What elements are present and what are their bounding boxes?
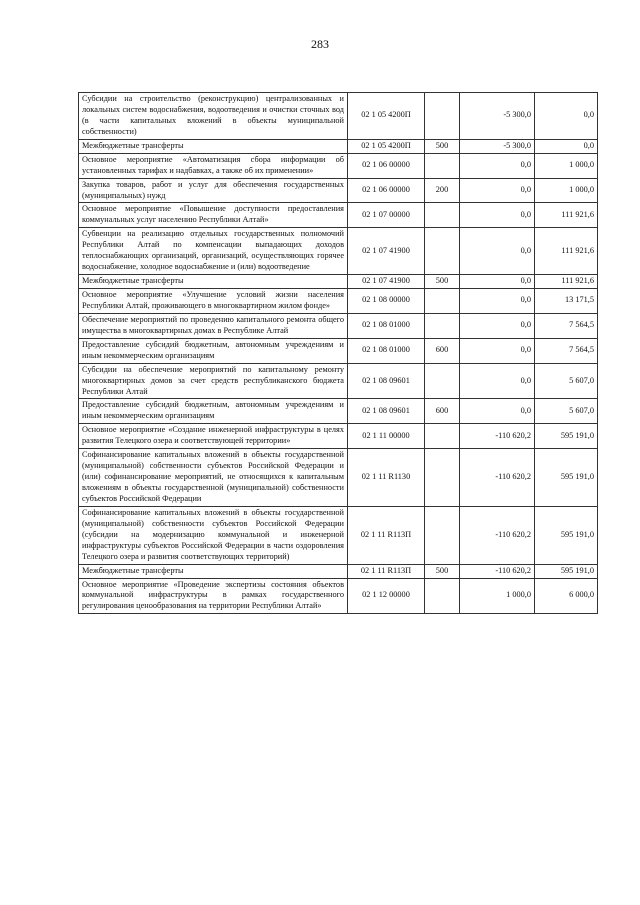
page-number: 283	[311, 37, 329, 51]
row-amount-1-cell: 0,0	[460, 289, 535, 314]
row-name-cell: Обеспечение мероприятий по проведению капитального ремонта общего имущества в многоквартирных домах в Республике Алтай	[79, 313, 348, 338]
row-code-cell: 02 1 11 R1130	[348, 449, 425, 507]
row-amount-1-cell: -110 620,2	[460, 449, 535, 507]
table-row	[79, 578, 598, 614]
row-amount-1-cell: -110 620,2	[460, 564, 535, 578]
row-expense-type-cell	[425, 289, 460, 314]
row-name-cell: Предоставление субсидий бюджетным, автономным учреждениям и иным некоммерческим организациям	[79, 399, 348, 424]
row-name-cell: Основное мероприятие «Проведение экспертизы состояния объектов коммунальной инфраструктуры в рамках государственного регулирования ценообразования на территории Республики Алтай»	[79, 578, 348, 614]
row-amount-2-cell: 6 000,0	[535, 578, 598, 614]
row-name-cell: Предоставление субсидий бюджетным, автономным учреждениям и иным некоммерческим организациям	[79, 338, 348, 363]
table-row	[79, 93, 598, 140]
row-expense-type-cell: 600	[425, 399, 460, 424]
row-name-cell: Основное мероприятие «Автоматизация сбора информации об установленных тарифах и надбавках, а также об их применении»	[79, 153, 348, 178]
table-row	[79, 313, 598, 338]
row-amount-2-cell: 5 607,0	[535, 399, 598, 424]
row-expense-type-cell	[425, 578, 460, 614]
row-name-cell: Софинансирование капитальных вложений в объекты государственной (муниципальной) собственности субъектов Российской Федерации и (или) софинансирование мероприятий, не относящихся к капитальным вложениям в объекты государственной (муниципальной) собственности субъектов Российской Федерации	[79, 449, 348, 507]
table-row	[79, 178, 598, 203]
row-code-cell: 02 1 07 41900	[348, 228, 425, 275]
row-amount-1-cell: 0,0	[460, 338, 535, 363]
row-expense-type-cell	[425, 363, 460, 399]
row-amount-2-cell: 595 191,0	[535, 424, 598, 449]
table-row	[79, 564, 598, 578]
row-code-cell: 02 1 07 00000	[348, 203, 425, 228]
row-name-cell: Основное мероприятие «Улучшение условий жизни населения Республики Алтай, проживающего в многоквартирном жилом фонде»	[79, 289, 348, 314]
row-amount-2-cell: 111 921,6	[535, 228, 598, 275]
table-row	[79, 338, 598, 363]
table-row	[79, 449, 598, 507]
row-code-cell: 02 1 12 00000	[348, 578, 425, 614]
table-row	[79, 139, 598, 153]
row-amount-2-cell: 13 171,5	[535, 289, 598, 314]
row-amount-1-cell: -110 620,2	[460, 424, 535, 449]
table-row	[79, 275, 598, 289]
row-name-cell: Субсидии на строительство (реконструкцию) централизованных и локальных систем водоснабжения, водоотведения и очистки сточных вод (в части капитальных вложений в объекты муниципальной собственности)	[79, 93, 348, 140]
budget-table-body	[79, 93, 598, 614]
row-code-cell: 02 1 08 01000	[348, 338, 425, 363]
row-amount-2-cell: 7 564,5	[535, 313, 598, 338]
row-amount-2-cell: 1 000,0	[535, 153, 598, 178]
row-code-cell: 02 1 11 00000	[348, 424, 425, 449]
row-amount-1-cell: 0,0	[460, 399, 535, 424]
table-row	[79, 203, 598, 228]
table-row	[79, 153, 598, 178]
row-expense-type-cell	[425, 228, 460, 275]
row-amount-2-cell: 595 191,0	[535, 506, 598, 564]
row-expense-type-cell: 500	[425, 564, 460, 578]
row-code-cell: 02 1 07 41900	[348, 275, 425, 289]
row-amount-1-cell: -110 620,2	[460, 506, 535, 564]
row-code-cell: 02 1 08 01000	[348, 313, 425, 338]
row-amount-2-cell: 595 191,0	[535, 449, 598, 507]
row-expense-type-cell	[425, 203, 460, 228]
table-row	[79, 399, 598, 424]
row-expense-type-cell: 600	[425, 338, 460, 363]
row-expense-type-cell: 500	[425, 275, 460, 289]
row-code-cell: 02 1 05 4200П	[348, 93, 425, 140]
row-amount-2-cell: 0,0	[535, 139, 598, 153]
row-amount-2-cell: 111 921,6	[535, 203, 598, 228]
row-code-cell: 02 1 11 R113П	[348, 506, 425, 564]
row-name-cell: Субвенции на реализацию отдельных государственных полномочий Республики Алтай по компенсации выпадающих доходов теплоснабжающих организаций, организаций, осуществляющих горячее водоснабжение, холодное водоснабжение и (или) водоотведение	[79, 228, 348, 275]
row-expense-type-cell	[425, 93, 460, 140]
row-code-cell: 02 1 05 4200П	[348, 139, 425, 153]
row-amount-1-cell: 0,0	[460, 228, 535, 275]
row-amount-2-cell: 5 607,0	[535, 363, 598, 399]
row-name-cell: Межбюджетные трансферты	[79, 275, 348, 289]
row-expense-type-cell	[425, 506, 460, 564]
row-amount-1-cell: 0,0	[460, 178, 535, 203]
row-amount-1-cell: 0,0	[460, 275, 535, 289]
table-row	[79, 424, 598, 449]
table-row	[79, 363, 598, 399]
table-row	[79, 228, 598, 275]
row-code-cell: 02 1 06 00000	[348, 178, 425, 203]
row-amount-2-cell: 7 564,5	[535, 338, 598, 363]
row-name-cell: Основное мероприятие «Повышение доступности предоставления коммунальных услуг населению Республики Алтай»	[79, 203, 348, 228]
row-expense-type-cell: 500	[425, 139, 460, 153]
row-code-cell: 02 1 06 00000	[348, 153, 425, 178]
row-expense-type-cell: 200	[425, 178, 460, 203]
row-expense-type-cell	[425, 153, 460, 178]
row-expense-type-cell	[425, 424, 460, 449]
row-code-cell: 02 1 08 09601	[348, 399, 425, 424]
row-amount-2-cell: 1 000,0	[535, 178, 598, 203]
row-name-cell: Межбюджетные трансферты	[79, 139, 348, 153]
table-row	[79, 506, 598, 564]
row-code-cell: 02 1 08 00000	[348, 289, 425, 314]
row-amount-1-cell: 1 000,0	[460, 578, 535, 614]
row-amount-2-cell: 111 921,6	[535, 275, 598, 289]
row-name-cell: Софинансирование капитальных вложений в объекты государственной (муниципальной) собственности субъектов Российской Федерации (субсидии на модернизацию коммунальной и инженерной инфраструктуры субъектов Российской Федерации в части оздоровления Телецкого озера и развития соответствующих территорий)	[79, 506, 348, 564]
row-name-cell: Основное мероприятие «Создание инженерной инфраструктуры в целях развития Телецкого озера и соответствующей территории»	[79, 424, 348, 449]
row-amount-1-cell: -5 300,0	[460, 139, 535, 153]
row-code-cell: 02 1 11 R113П	[348, 564, 425, 578]
row-amount-1-cell: 0,0	[460, 203, 535, 228]
row-amount-1-cell: 0,0	[460, 363, 535, 399]
row-amount-2-cell: 595 191,0	[535, 564, 598, 578]
row-name-cell: Межбюджетные трансферты	[79, 564, 348, 578]
row-amount-1-cell: 0,0	[460, 313, 535, 338]
row-name-cell: Закупка товаров, работ и услуг для обеспечения государственных (муниципальных) нужд	[79, 178, 348, 203]
budget-table	[78, 92, 598, 614]
row-expense-type-cell	[425, 313, 460, 338]
row-amount-1-cell: 0,0	[460, 153, 535, 178]
row-code-cell: 02 1 08 09601	[348, 363, 425, 399]
table-row	[79, 289, 598, 314]
row-amount-2-cell: 0,0	[535, 93, 598, 140]
row-expense-type-cell	[425, 449, 460, 507]
row-name-cell: Субсидии на обеспечение мероприятий по капитальному ремонту многоквартирных домов за счет средств республиканского бюджета Республики Алтай	[79, 363, 348, 399]
row-amount-1-cell: -5 300,0	[460, 93, 535, 140]
